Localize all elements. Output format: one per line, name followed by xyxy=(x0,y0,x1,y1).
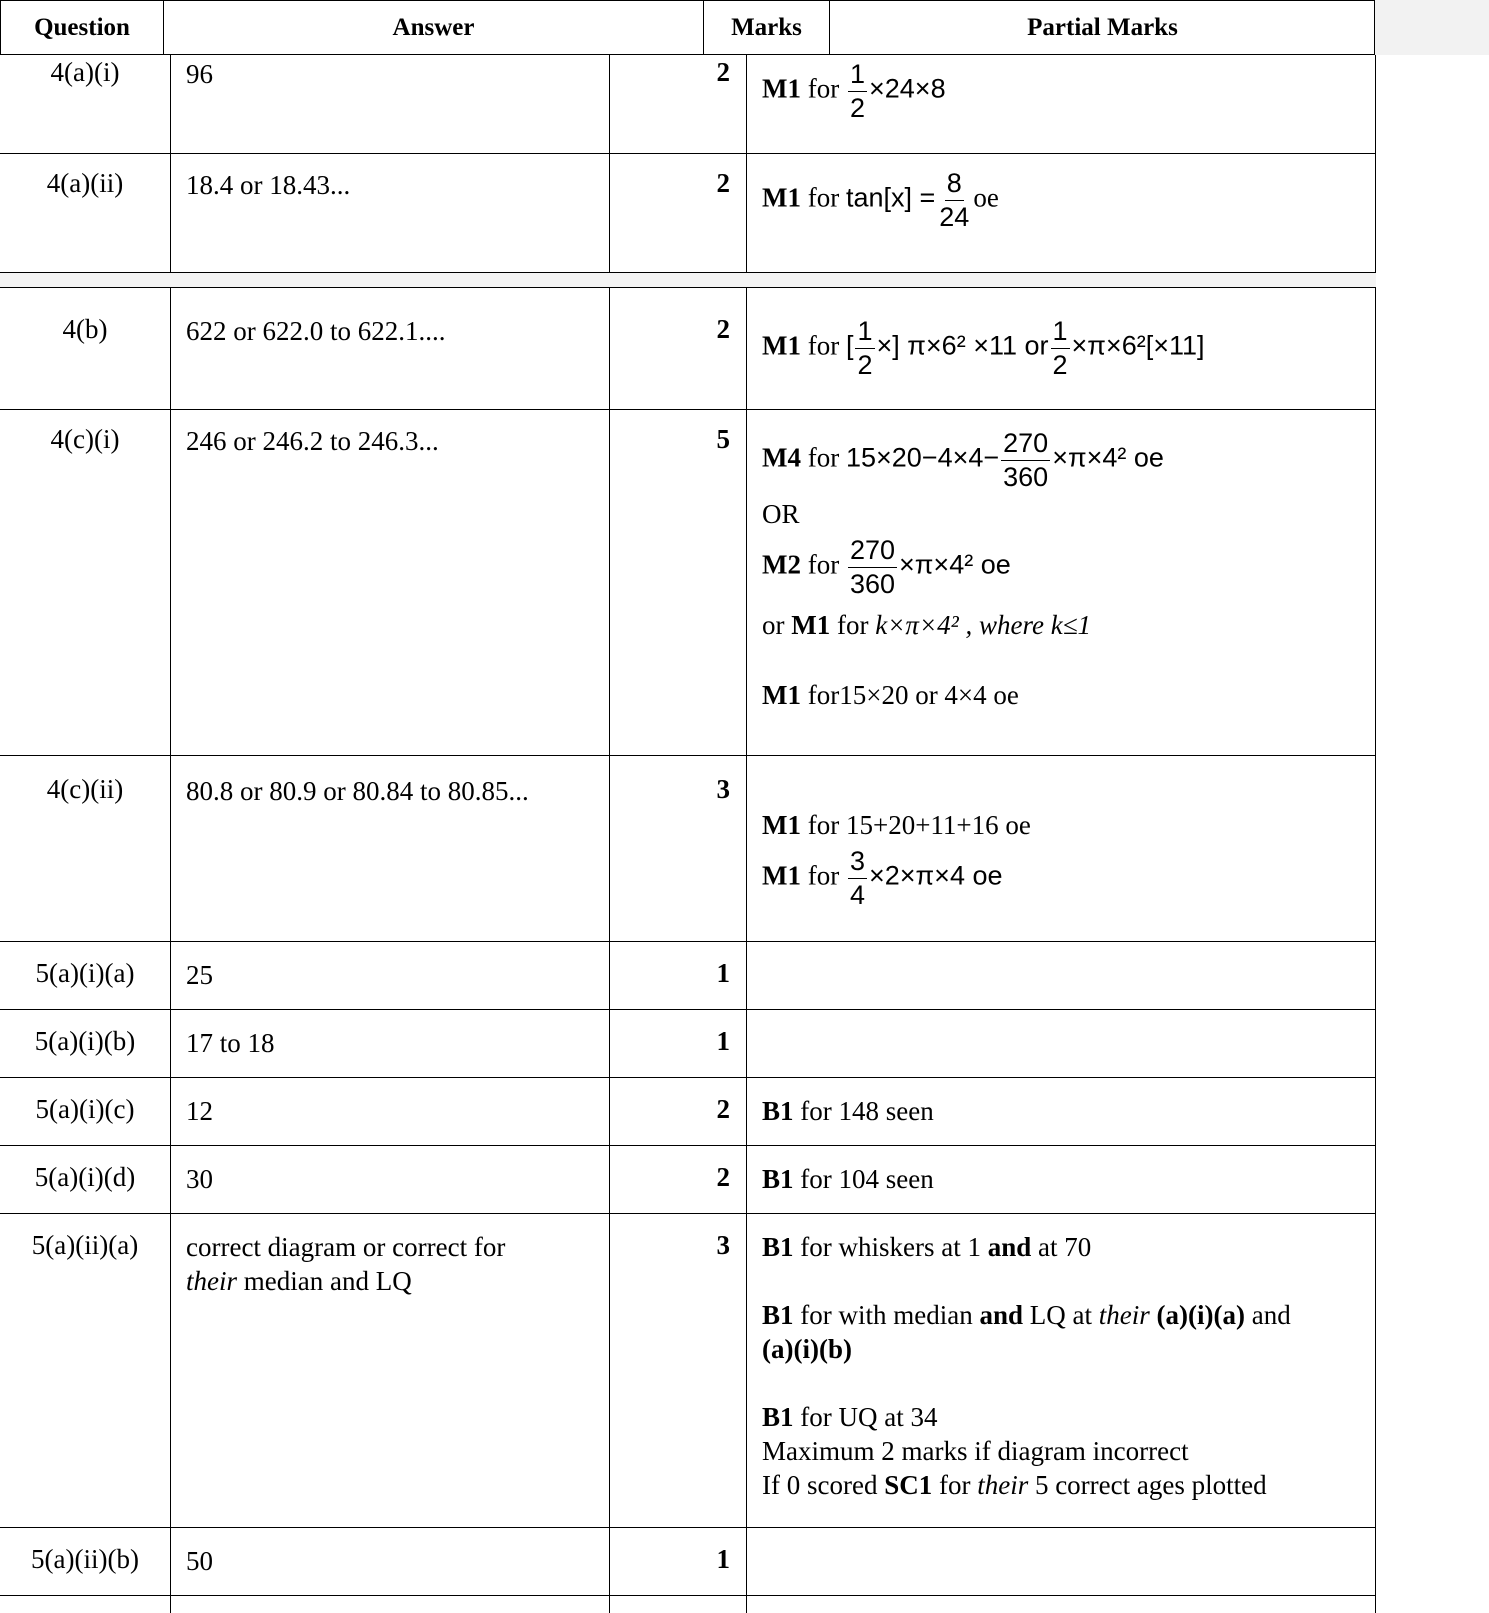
table-row xyxy=(0,756,1376,942)
mark-code: M1 xyxy=(762,182,801,213)
partial-marks-cell xyxy=(746,1146,1376,1213)
header-partial-marks: Partial Marks xyxy=(829,1,1375,54)
pm-expr: ×π×4² oe xyxy=(1052,442,1164,473)
partial-marks-cell xyxy=(746,410,1376,755)
mark-code: M1 xyxy=(762,860,801,891)
table-row xyxy=(0,1146,1376,1214)
mark-code: M4 xyxy=(762,442,801,473)
table-row xyxy=(0,1214,1376,1528)
pm-expr: ×π×6²[×11] xyxy=(1071,330,1205,361)
pm-expr: k×π×4² , where k≤1 xyxy=(875,610,1092,640)
answer-cell: 96 xyxy=(170,55,609,153)
partial-marks-cell xyxy=(746,942,1376,1009)
pm-text: LQ at xyxy=(1029,1300,1093,1330)
pm-text: for 104 seen xyxy=(800,1164,934,1194)
pm-text: for with median xyxy=(800,1300,973,1330)
mark-code: B1 xyxy=(762,1232,794,1262)
pm-text: for xyxy=(938,1470,971,1500)
pm-text: for xyxy=(807,860,840,891)
answer-cell: 18.4 or 18.43... xyxy=(170,154,609,272)
mark-code: M1 xyxy=(762,73,801,104)
pm-bold-text: and xyxy=(987,1232,1032,1262)
answer-cell xyxy=(170,1214,609,1527)
table-row xyxy=(0,1010,1376,1078)
marks-cell: 1 xyxy=(609,1528,746,1595)
pm-expr: tan[x] = xyxy=(845,182,936,213)
pm-text: for xyxy=(807,442,840,473)
question-cell: 5(a)(i)(c) xyxy=(35,1094,135,1124)
marks-cell: 1 xyxy=(609,1010,746,1077)
answer-cell: 17 to 18 xyxy=(170,1010,609,1077)
pm-text: for whiskers at 1 xyxy=(800,1232,981,1262)
denominator: 2 xyxy=(1052,350,1068,380)
table-row xyxy=(0,288,1376,410)
question-cell: 4(a)(i) xyxy=(50,57,120,87)
fraction xyxy=(1051,318,1070,379)
answer-cell: 622 or 622.0 to 622.1.... xyxy=(170,288,609,409)
marks-cell: 3 xyxy=(609,1214,746,1527)
denominator: 24 xyxy=(939,202,970,232)
question-cell: 4(a)(ii) xyxy=(46,168,124,198)
table-row xyxy=(0,410,1376,756)
pm-text: for xyxy=(807,330,840,361)
table-row-partial xyxy=(0,1596,1376,1613)
table-row xyxy=(0,55,1376,154)
partial-marks-cell xyxy=(746,1214,1376,1527)
question-cell: 5(a)(i)(a) xyxy=(35,958,135,988)
marks-cell: 2 xyxy=(609,1146,746,1213)
fraction xyxy=(855,318,874,379)
partial-marks-cell xyxy=(746,1078,1376,1145)
pm-text: for UQ at 34 xyxy=(800,1402,938,1432)
pm-text: for 148 seen xyxy=(800,1096,934,1126)
marks-cell: 2 xyxy=(609,154,746,272)
pm-text: for xyxy=(807,549,840,580)
partial-marks-cell xyxy=(746,55,1376,153)
table-header xyxy=(0,0,1375,55)
mark-code: SC1 xyxy=(884,1470,933,1500)
partial-marks-cell xyxy=(746,756,1376,941)
pm-text: for 15+20+11+16 oe xyxy=(807,810,1031,840)
answer-cell: 50 xyxy=(170,1528,609,1595)
header-marks: Marks xyxy=(703,1,829,54)
marks-cell xyxy=(609,1596,746,1613)
answer-cell: 246 or 246.2 to 246.3... xyxy=(170,410,609,755)
pm-text: for xyxy=(807,73,840,104)
header-right-strip xyxy=(1375,0,1489,55)
pm-text: for xyxy=(836,610,869,640)
pm-text: or xyxy=(762,610,785,640)
pm-italic-text: their xyxy=(1098,1300,1150,1330)
marks-cell: 2 xyxy=(609,1078,746,1145)
answer-cell xyxy=(170,1596,609,1613)
pm-text: Maximum 2 marks if diagram incorrect xyxy=(762,1436,1189,1466)
question-cell: 4(c)(ii) xyxy=(46,774,124,804)
question-cell: 5(a)(i)(d) xyxy=(34,1162,136,1192)
mark-code: B1 xyxy=(762,1402,794,1432)
numerator: 1 xyxy=(848,61,867,92)
marks-cell: 1 xyxy=(609,942,746,1009)
denominator: 2 xyxy=(857,350,873,380)
partial-marks-cell xyxy=(746,288,1376,409)
question-cell: 4(b) xyxy=(62,314,108,344)
partial-marks-cell xyxy=(746,1010,1376,1077)
question-cell: 5(a)(ii)(b) xyxy=(31,1544,139,1574)
denominator: 4 xyxy=(849,880,865,910)
marks-cell: 5 xyxy=(609,410,746,755)
question-cell: 4(c)(i) xyxy=(50,424,120,454)
answer-line: correct diagram or correct for xyxy=(186,1232,506,1262)
numerator: 1 xyxy=(1051,318,1070,349)
pm-or: OR xyxy=(762,499,800,529)
answer-cell: 12 xyxy=(170,1078,609,1145)
mark-code: M1 xyxy=(791,610,831,640)
pm-expr: [ xyxy=(845,330,854,361)
header-answer: Answer xyxy=(163,1,703,54)
mark-code: B1 xyxy=(762,1300,794,1330)
pm-bold-text: and xyxy=(979,1300,1024,1330)
pm-text: for15×20 or 4×4 oe xyxy=(807,680,1019,710)
fraction xyxy=(848,61,867,122)
mark-code: M2 xyxy=(762,549,801,580)
numerator: 1 xyxy=(855,318,874,349)
mark-code: M1 xyxy=(762,680,801,710)
fraction xyxy=(848,848,867,909)
answer-cell: 30 xyxy=(170,1146,609,1213)
partial-marks-cell xyxy=(746,1528,1376,1595)
question-cell xyxy=(0,1596,170,1613)
pm-text: 5 correct ages plotted xyxy=(1034,1470,1267,1500)
marks-cell: 2 xyxy=(609,55,746,153)
pm-italic-text: their xyxy=(977,1470,1029,1500)
denominator: 360 xyxy=(849,569,896,599)
fraction xyxy=(937,170,971,231)
denominator: 2 xyxy=(849,93,865,123)
pm-expr: ×π×4² oe xyxy=(899,549,1011,580)
numerator: 8 xyxy=(945,170,964,201)
fraction xyxy=(1001,430,1050,491)
pm-text: oe xyxy=(973,182,999,213)
mark-code: M1 xyxy=(762,810,801,840)
pm-expr: ×2×π×4 oe xyxy=(869,860,1003,891)
mark-code: B1 xyxy=(762,1164,794,1194)
marks-cell: 2 xyxy=(609,288,746,409)
pm-bold-text: (a)(i)(a) xyxy=(1156,1300,1245,1330)
question-cell: 5(a)(i)(b) xyxy=(34,1026,136,1056)
mark-code: B1 xyxy=(762,1096,794,1126)
partial-marks-cell xyxy=(746,154,1376,272)
fraction xyxy=(848,537,897,598)
table-row xyxy=(0,942,1376,1010)
page-break xyxy=(0,273,1376,287)
numerator: 270 xyxy=(848,537,897,568)
answer-cell: 25 xyxy=(170,942,609,1009)
answer-cell: 80.8 or 80.9 or 80.84 to 80.85... xyxy=(170,756,609,941)
question-cell: 5(a)(ii)(a) xyxy=(31,1230,139,1260)
table-row xyxy=(0,1528,1376,1596)
pm-text: at 70 xyxy=(1038,1232,1092,1262)
answer-emphasis: their xyxy=(186,1266,237,1296)
pm-expr: ×] π×6² ×11 or xyxy=(876,330,1049,361)
partial-marks-cell xyxy=(746,1596,1376,1613)
table-row xyxy=(0,1078,1376,1146)
numerator: 270 xyxy=(1001,430,1050,461)
marks-cell: 3 xyxy=(609,756,746,941)
pm-text: If 0 scored xyxy=(762,1470,878,1500)
table-row xyxy=(0,154,1376,273)
pm-bold-text: (a)(i)(b) xyxy=(762,1334,852,1364)
numerator: 3 xyxy=(848,848,867,879)
pm-expr: 15×20−4×4− xyxy=(845,442,1000,473)
pm-text: for xyxy=(807,182,840,213)
denominator: 360 xyxy=(1003,462,1049,492)
answer-line: median and LQ xyxy=(237,1266,412,1296)
pm-text: and xyxy=(1251,1300,1291,1330)
pm-expr: ×24×8 xyxy=(869,73,946,104)
mark-code: M1 xyxy=(762,330,801,361)
header-question: Question xyxy=(34,13,130,41)
